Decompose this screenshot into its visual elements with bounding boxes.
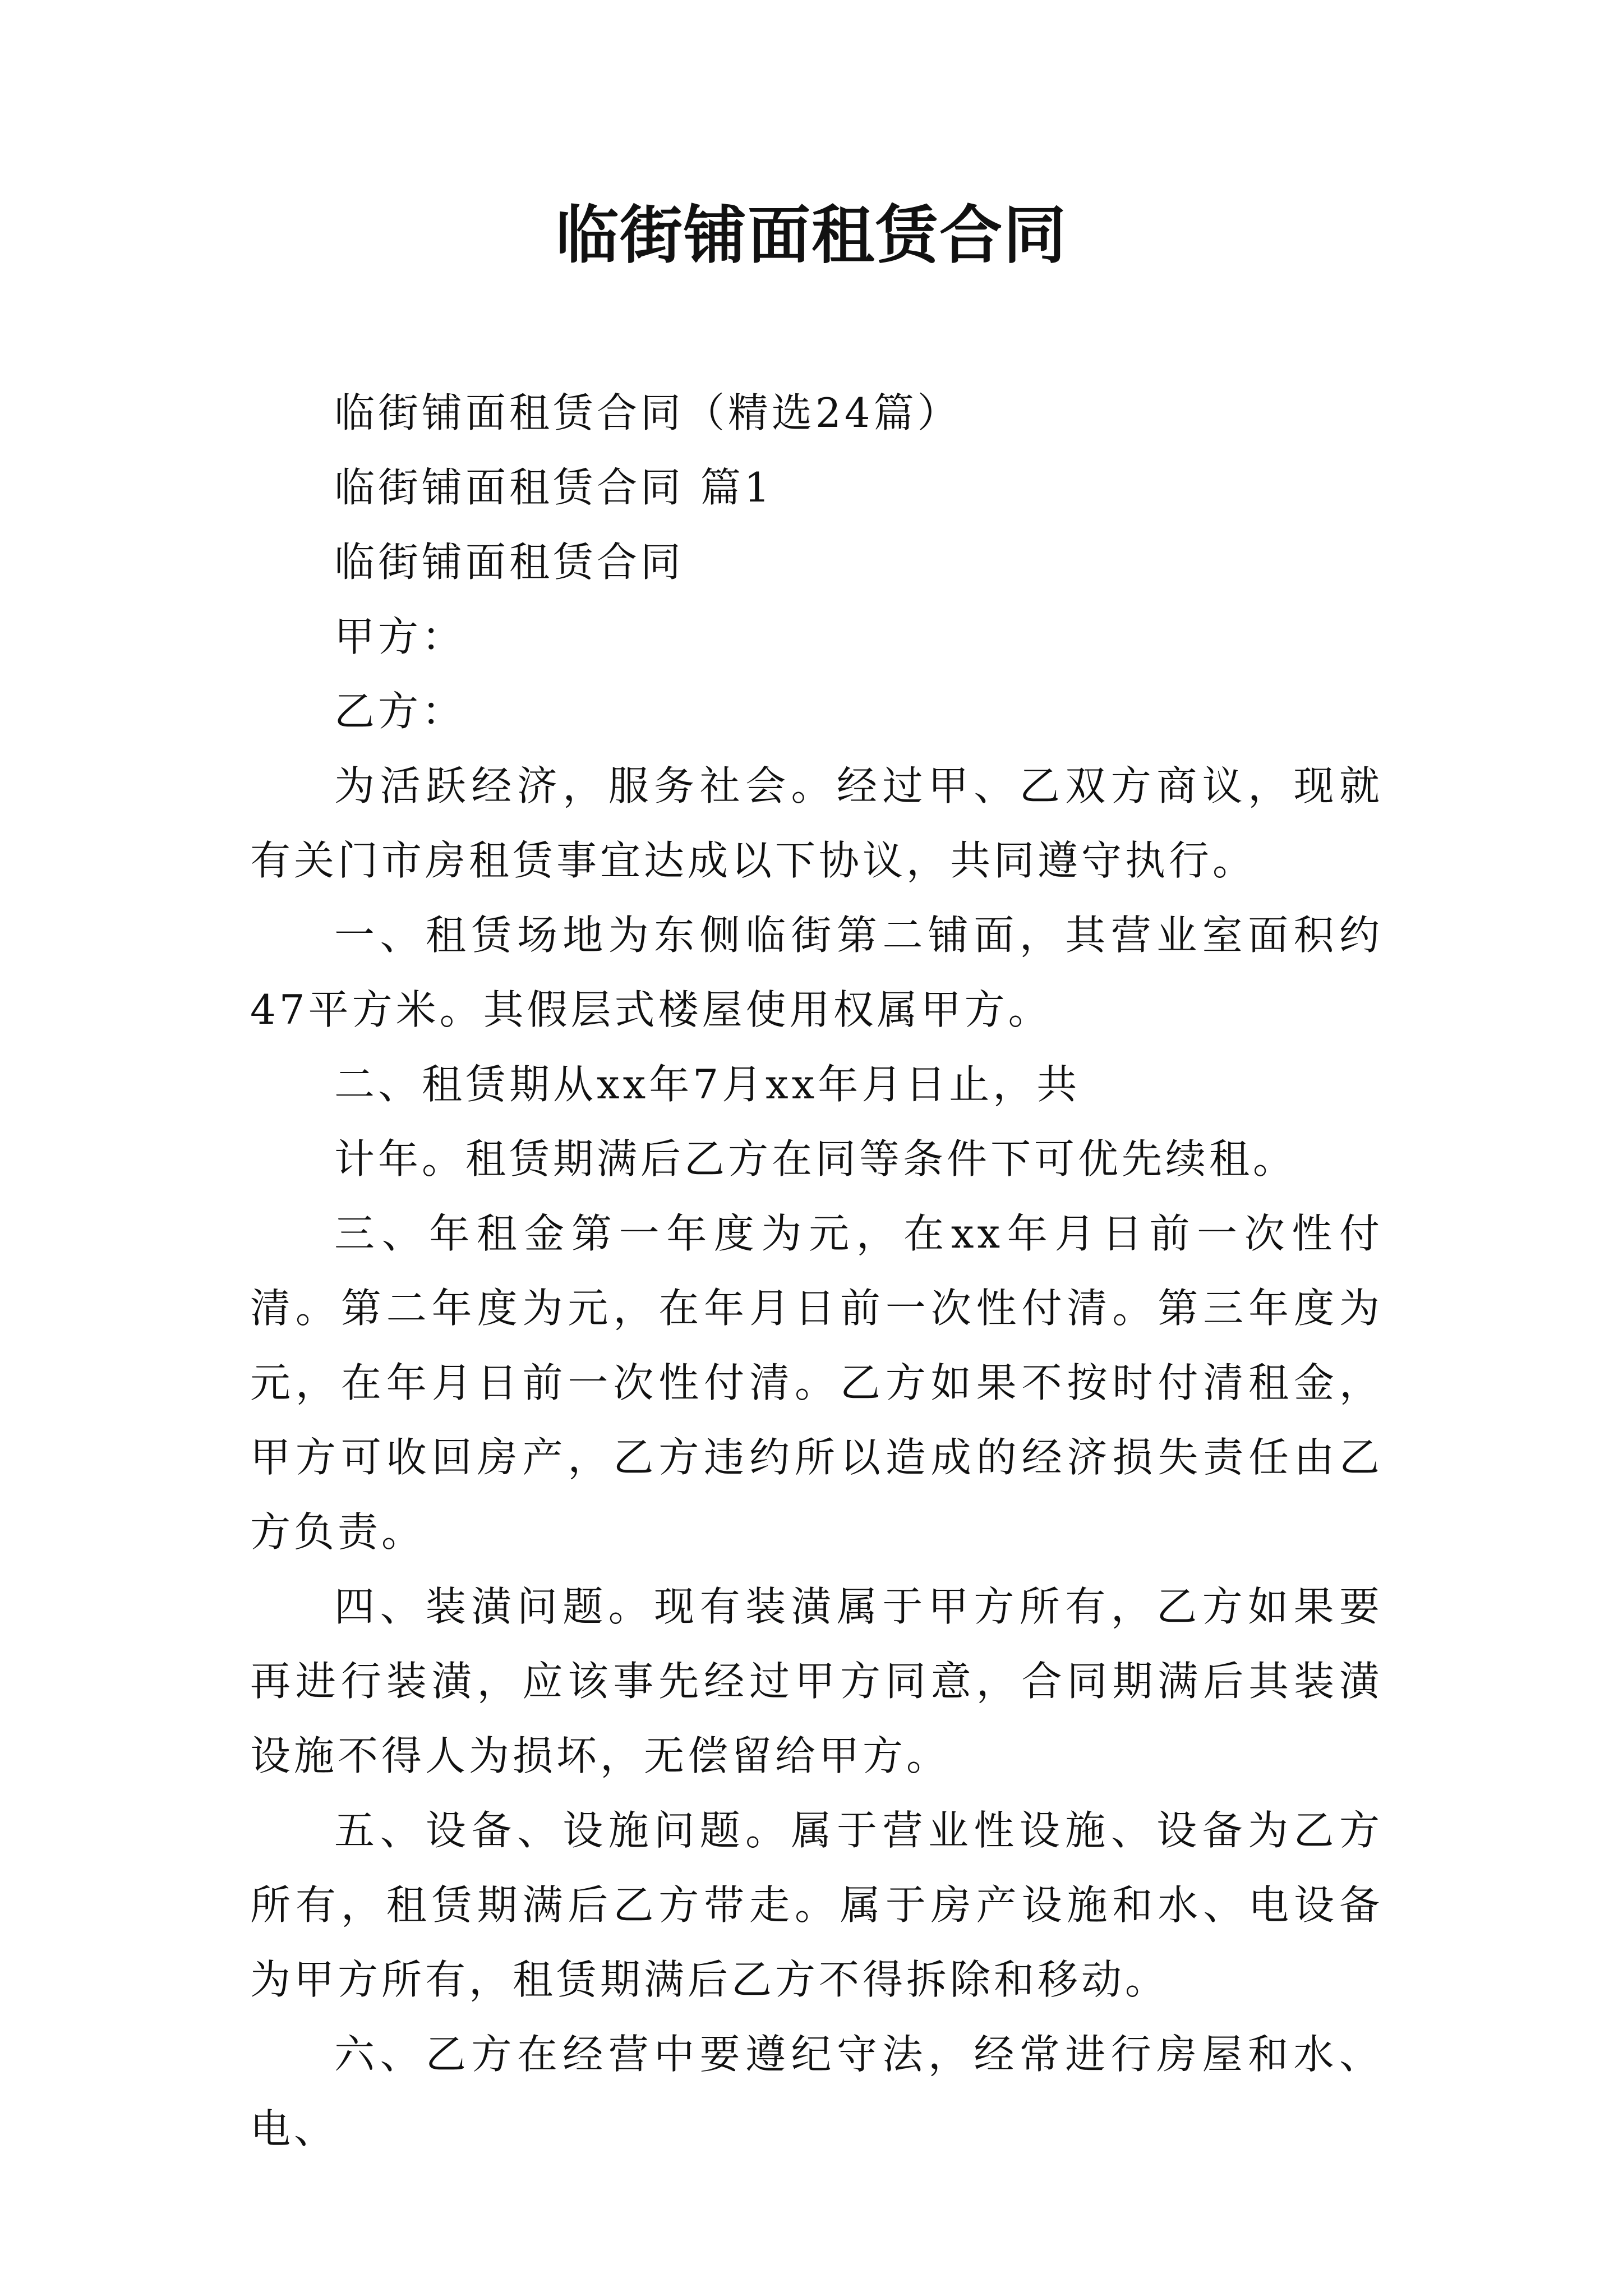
paragraph-clause-4: 四、装潢问题。现有装潢属于甲方所有，乙方如果要再进行装潢，应该事先经过甲方同意，合同期满后其装潢设施不得人为损坏，无偿留给甲方。 xyxy=(250,1583,1383,1779)
paragraph-party-b: 乙方： xyxy=(334,688,466,735)
paragraph-preamble: 为活跃经济，服务社会。经过甲、乙双方商议，现就有关门市房租赁事宜达成以下协议，共同遵守执行。 xyxy=(250,762,1383,884)
paragraph-section-heading: 临街铺面租赁合同 篇1 xyxy=(334,464,773,511)
paragraph-clause-1: 一、租赁场地为东侧临街第二铺面，其营业室面积约47平方米。其假层式楼屋使用权属甲方。 xyxy=(250,912,1383,1033)
paragraph-clause-2: 二、租赁期从xx年7月xx年月日止，共 xyxy=(334,1061,1081,1108)
document-title: 临街铺面租赁合同 xyxy=(556,199,1067,272)
paragraph-clause-3: 三、年租金第一年度为元，在xx年月日前一次性付清。第二年度为元，在年月日前一次性付清。第三年度为元，在年月日前一次性付清。乙方如果不按时付清租金，甲方可收回房产，乙方违约所以造成的经济损失责任由乙方负责。 xyxy=(250,1210,1383,1556)
paragraph-clause-5: 五、设备、设施问题。属于营业性设施、设备为乙方所有，租赁期满后乙方带走。属于房产设施和水、电设备为甲方所有，租赁期满后乙方不得拆除和移动。 xyxy=(250,1807,1383,2003)
document-body xyxy=(250,376,1383,2166)
paragraph-clause-2-cont: 计年。租赁期满后乙方在同等条件下可优先续租。 xyxy=(334,1135,1297,1182)
paragraph-contract-name: 临街铺面租赁合同 xyxy=(334,539,685,586)
paragraph-clause-6: 六、乙方在经营中要遵纪守法，经常进行房屋和水、电、 xyxy=(250,2031,1383,2152)
paragraph-subtitle: 临街铺面租赁合同（精选24篇） xyxy=(334,389,961,436)
paragraph-party-a: 甲方： xyxy=(334,613,466,660)
